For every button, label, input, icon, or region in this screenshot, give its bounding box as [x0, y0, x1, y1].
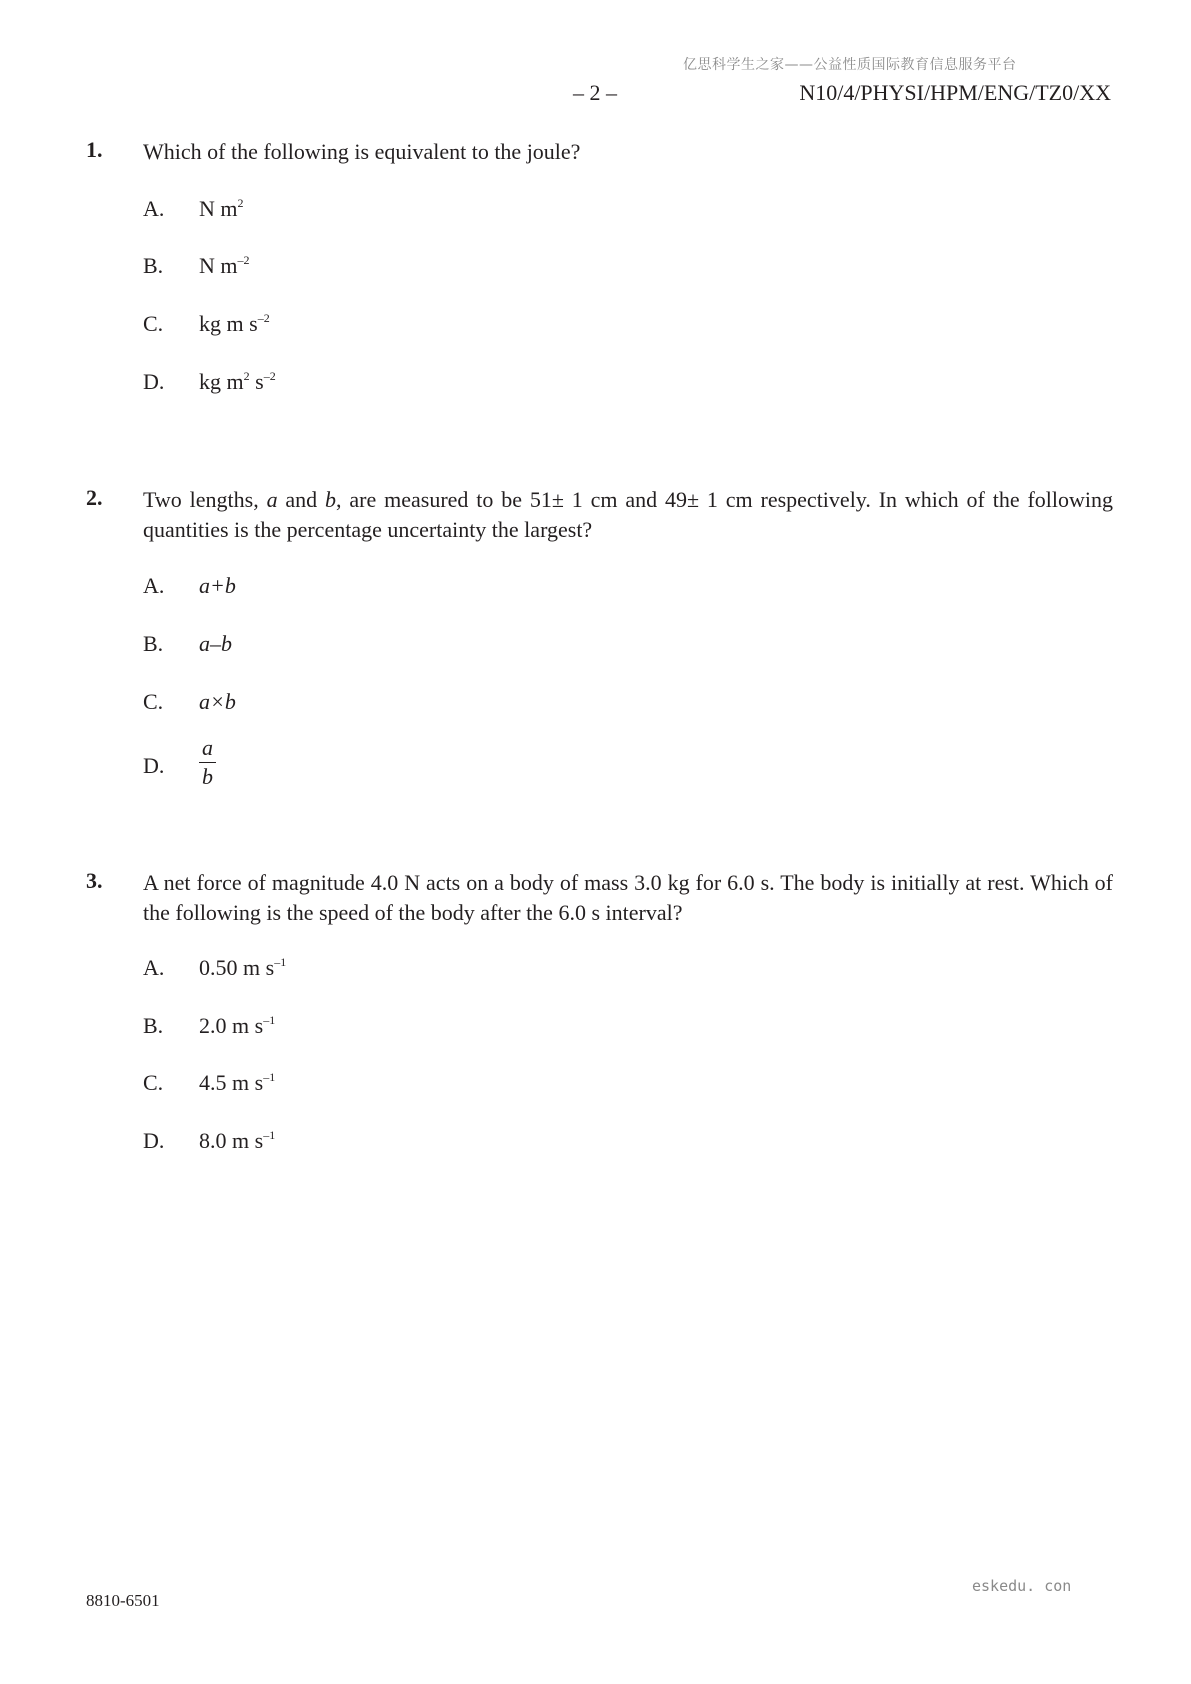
q1-option-d-letter: D. — [143, 369, 165, 394]
q2-option-b-value: a–b — [199, 631, 232, 656]
question-1-number: 1. — [86, 137, 103, 162]
question-3-text: A net force of magnitude 4.0 N acts on a body of mass 3.0 kg for 6.0 s. The body is initially at rest. Which of the following is the speed of the body after the 6.0 s interval? — [143, 870, 1113, 925]
q3-option-b-letter: B. — [143, 1013, 164, 1038]
q2-option-d-fraction — [199, 734, 216, 791]
watermark-header: 亿思科学生之家——公益性质国际教育信息服务平台 — [683, 57, 1017, 73]
q2-option-a-letter: A. — [143, 573, 165, 598]
q2-option-d-letter: D. — [143, 753, 165, 778]
question-2-text: Two lengths, a and b, are measured to be 51± 1 cm and 49± 1 cm respectively. In which of the following quantities is the percentage uncertainty the largest? — [143, 487, 1113, 542]
q2-option-c-value: a×b — [199, 689, 236, 714]
fraction-numerator: a — [199, 734, 216, 763]
q3-option-b-value: 2.0 m $s^{-1}$ — [199, 1013, 276, 1038]
page-number: – 2 – — [573, 80, 617, 105]
fraction-denominator: b — [202, 764, 213, 789]
question-1-text: Which of the following is equivalent to the joule? — [143, 139, 581, 164]
q1-option-a-value: N $m^2$ — [199, 196, 244, 221]
document-id: 8810-6501 — [86, 1591, 160, 1610]
q3-option-a-letter: A. — [143, 955, 165, 980]
q1-option-a-letter: A. — [143, 196, 165, 221]
q3-option-c-value: 4.5 m $s^{-1}$ — [199, 1070, 276, 1095]
q3-option-d-value: 8.0 m $s^{-1}$ — [199, 1128, 276, 1153]
question-3-number: 3. — [86, 868, 103, 893]
q1-option-b-letter: B. — [143, 253, 164, 278]
watermark-footer: eskedu. con — [972, 1577, 1072, 1595]
paper-code: N10/4/PHYSI/HPM/ENG/TZ0/XX — [799, 80, 1111, 105]
q2-option-c-letter: C. — [143, 689, 164, 714]
q1-option-d-value: kg $m^2$ $s^{-2}$ — [199, 369, 276, 394]
q1-option-c-letter: C. — [143, 311, 164, 336]
q1-option-b-value: N $m^{-2}$ — [199, 253, 250, 278]
q1-option-c-value: kg m $s^{-2}$ — [199, 311, 270, 336]
q2-option-a-value: a+b — [199, 573, 236, 598]
q2-option-b-letter: B. — [143, 631, 164, 656]
question-2-number: 2. — [86, 485, 103, 510]
q3-option-d-letter: D. — [143, 1128, 165, 1153]
q3-option-c-letter: C. — [143, 1070, 164, 1095]
q3-option-a-value: 0.50 m $s^{-1}$ — [199, 955, 287, 980]
